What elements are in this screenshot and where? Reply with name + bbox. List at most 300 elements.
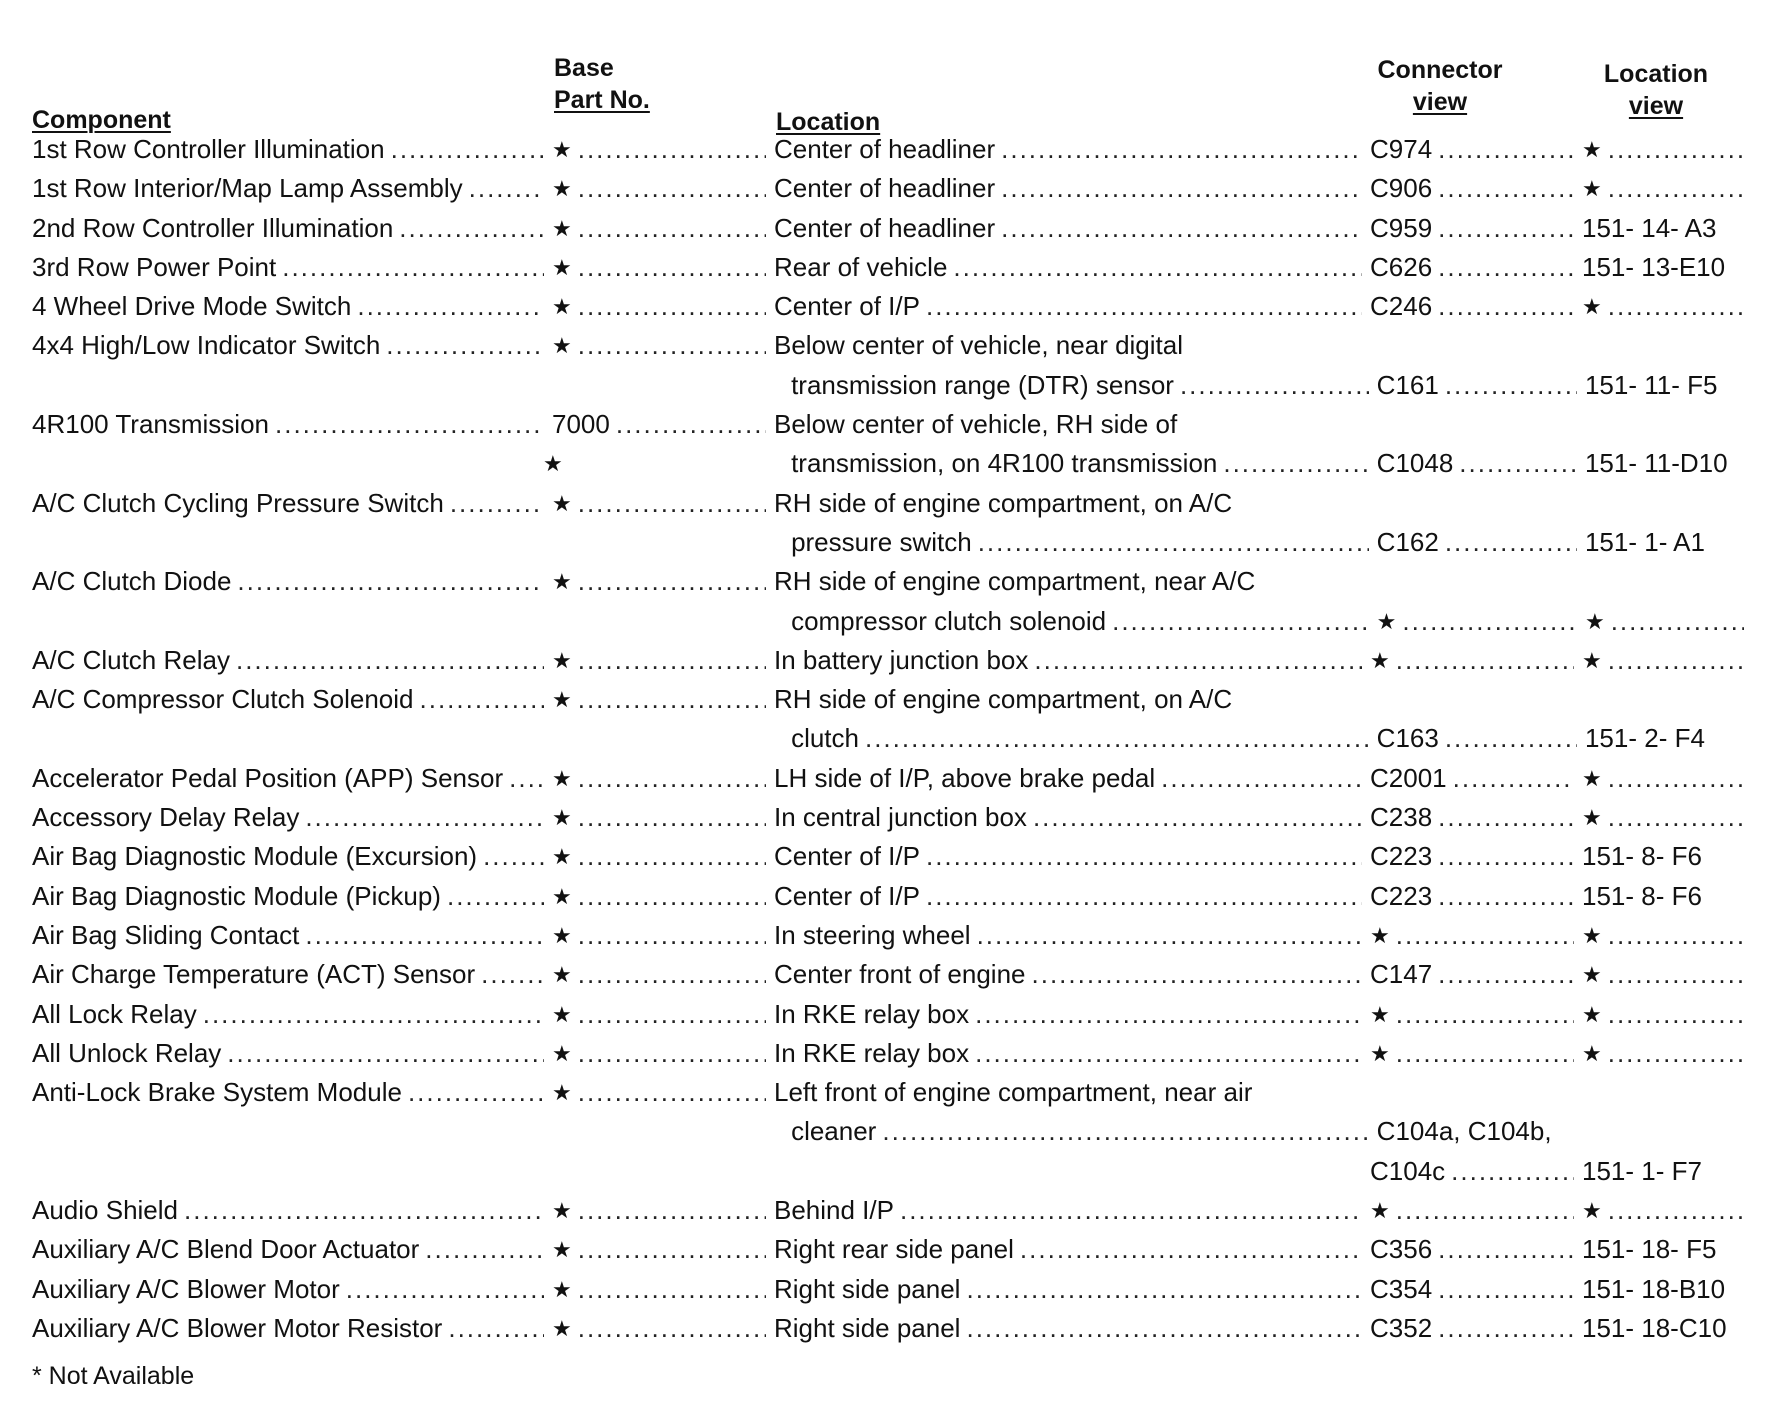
base-part-number: ★ <box>552 922 572 948</box>
connector-view: C352 <box>1370 1312 1433 1343</box>
location-description: Center of I/P <box>774 841 920 872</box>
base-part-number: ★ <box>552 647 572 673</box>
base-part-number-cell <box>552 877 774 916</box>
base-part-number-cell <box>552 130 774 169</box>
dot-leader <box>1396 641 1574 680</box>
dot-leader <box>578 1230 766 1269</box>
base-part-number: ★ <box>552 1080 572 1106</box>
connector-view-cell <box>1370 169 1582 208</box>
table-row <box>32 209 1752 248</box>
dot-leader <box>1438 955 1574 994</box>
connector-view-cell <box>1370 916 1582 955</box>
location-view: ★ <box>1582 765 1602 791</box>
dot-leader <box>1001 130 1362 169</box>
location-description: Right side panel <box>774 1312 961 1343</box>
dot-leader <box>1438 130 1574 169</box>
dot-leader <box>1161 759 1362 798</box>
base-part-number-cell <box>543 602 761 641</box>
location-view-cell <box>1582 1270 1752 1309</box>
base-part-number: ★ <box>552 333 572 359</box>
location-description-cell <box>774 326 1370 365</box>
dot-leader <box>1396 1034 1574 1073</box>
component-name: Air Bag Diagnostic Module (Pickup) <box>32 880 441 911</box>
dot-leader <box>578 995 766 1034</box>
dot-leader <box>1608 995 1744 1034</box>
location-description-cell <box>774 1034 1370 1073</box>
dot-leader <box>481 955 544 994</box>
base-part-number: ★ <box>552 254 572 280</box>
component-name-cell <box>32 1309 552 1348</box>
location-description-cell <box>774 169 1370 208</box>
dot-leader <box>578 916 766 955</box>
location-view: ★ <box>1584 608 1605 634</box>
location-description: RH side of engine compartment, on A/C <box>774 684 1233 715</box>
component-name: All Unlock Relay <box>32 1037 222 1068</box>
table-row <box>32 248 1752 287</box>
base-part-number-cell <box>552 209 774 248</box>
location-description-cell <box>774 405 1370 444</box>
component-name-cell <box>32 995 552 1034</box>
dot-leader <box>578 1034 766 1073</box>
dot-leader <box>1438 1270 1574 1309</box>
dot-leader <box>305 798 544 837</box>
base-part-number-cell <box>543 719 761 758</box>
component-name-cell <box>32 1191 552 1230</box>
dot-leader <box>1608 798 1744 837</box>
base-part-number: ★ <box>552 1040 572 1066</box>
component-name: A/C Clutch Cycling Pressure Switch <box>32 487 444 518</box>
location-description-cell <box>774 1309 1370 1348</box>
location-view-cell <box>1582 877 1752 916</box>
location-description: Center of headliner <box>774 134 996 164</box>
location-view-cell <box>1585 523 1752 562</box>
component-name-cell <box>32 759 552 798</box>
location-view-cell <box>1582 1034 1752 1073</box>
connector-view-cell <box>1370 680 1582 719</box>
connector-view-cell <box>1370 287 1582 326</box>
header-connector-view <box>1360 54 1520 118</box>
connector-view-cell <box>1377 719 1585 758</box>
table-row <box>32 916 1752 955</box>
location-description-cell <box>774 209 1370 248</box>
connector-view: C162 <box>1376 526 1439 557</box>
location-description: In RKE relay box <box>774 998 970 1029</box>
location-description-cell <box>774 877 1370 916</box>
base-part-number-cell <box>552 1152 774 1191</box>
location-description-cell <box>774 248 1370 287</box>
connector-view-cell <box>1370 248 1582 287</box>
dot-leader <box>966 1309 1362 1348</box>
location-description-cell <box>761 366 1377 405</box>
location-description: RH side of engine compartment, on A/C <box>774 487 1233 518</box>
dot-leader <box>578 837 766 876</box>
component-name-cell <box>32 523 543 562</box>
dot-leader <box>1438 1309 1574 1348</box>
location-view: 151- 11- F5 <box>1584 369 1718 400</box>
location-description-cell <box>774 995 1370 1034</box>
component-name-cell <box>32 602 543 641</box>
location-view-cell <box>1582 209 1752 248</box>
dot-leader <box>1608 169 1744 208</box>
component-name: Anti-Lock Brake System Module <box>32 1077 402 1108</box>
table-row <box>32 484 1752 523</box>
base-part-number-cell <box>552 641 774 680</box>
location-description: Behind I/P <box>774 1195 894 1226</box>
location-view: ★ <box>1582 137 1602 162</box>
header-base-part-line1: Base <box>554 54 614 82</box>
location-description: pressure switch <box>791 526 972 557</box>
connector-view-cell <box>1377 602 1585 641</box>
component-name: 4x4 High/Low Indicator Switch <box>32 330 381 361</box>
base-part-number-cell <box>552 287 774 326</box>
dot-leader <box>282 248 544 287</box>
dot-leader <box>1396 1191 1574 1230</box>
dot-leader <box>509 759 544 798</box>
table-row <box>32 719 1752 758</box>
base-part-number-cell <box>552 955 774 994</box>
dot-leader <box>1438 209 1574 248</box>
table-row <box>32 1270 1752 1309</box>
connector-view-cell <box>1370 1034 1582 1073</box>
dot-leader <box>469 169 544 208</box>
dot-leader <box>408 1073 544 1112</box>
location-description-cell <box>774 287 1370 326</box>
location-description: Right side panel <box>774 1273 961 1304</box>
component-name: 1st Row Controller Illumination <box>32 134 385 164</box>
table-row <box>32 837 1752 876</box>
location-description: RH side of engine compartment, near A/C <box>774 566 1256 597</box>
dot-leader <box>1445 366 1577 405</box>
location-description: Center of headliner <box>774 212 996 243</box>
base-part-number-cell <box>552 1073 774 1112</box>
location-view: ★ <box>1582 962 1602 988</box>
component-name: 1st Row Interior/Map Lamp Assembly <box>32 173 463 204</box>
header-base-part <box>554 52 650 116</box>
location-view-cell <box>1582 1230 1752 1269</box>
base-part-number: ★ <box>552 294 572 320</box>
base-part-number: ★ <box>552 687 572 713</box>
location-view-cell <box>1582 995 1752 1034</box>
location-description-cell <box>774 759 1370 798</box>
connector-view-cell <box>1370 1152 1582 1191</box>
base-part-number: ★ <box>552 1001 572 1027</box>
connector-view-cell <box>1370 837 1582 876</box>
dot-leader <box>865 719 1369 758</box>
connector-view: C906 <box>1370 173 1433 204</box>
table-row <box>32 444 1752 483</box>
component-name-cell <box>32 248 552 287</box>
location-description-cell <box>774 1270 1370 1309</box>
base-part-number-cell <box>552 916 774 955</box>
dot-leader <box>1032 955 1363 994</box>
connector-view-cell <box>1370 1073 1582 1112</box>
location-description-cell <box>774 562 1370 601</box>
dot-leader <box>483 837 544 876</box>
dot-leader <box>578 248 766 287</box>
connector-view-cell <box>1377 444 1585 483</box>
header-connector-line1: Connector <box>1377 56 1503 84</box>
base-part-number: ★ <box>542 451 563 477</box>
connector-view: C223 <box>1370 841 1433 872</box>
dot-leader <box>578 798 766 837</box>
dot-leader <box>1020 1230 1362 1269</box>
table-row <box>32 169 1752 208</box>
dot-leader <box>1438 287 1574 326</box>
dot-leader <box>1396 916 1574 955</box>
base-part-number: ★ <box>552 962 572 988</box>
dot-leader <box>1001 209 1362 248</box>
connector-view: C104a, C104b, <box>1376 1116 1552 1147</box>
dot-leader <box>1608 759 1744 798</box>
table-row <box>32 130 1752 169</box>
dot-leader <box>578 209 766 248</box>
location-view: 151- 8- F6 <box>1582 841 1702 872</box>
location-description-cell <box>774 798 1370 837</box>
dot-leader <box>1608 955 1744 994</box>
dot-leader <box>450 484 544 523</box>
table-row <box>32 1152 1752 1191</box>
dot-leader <box>882 1112 1368 1151</box>
dot-leader <box>926 877 1362 916</box>
location-description: Center front of engine <box>774 959 1026 990</box>
dot-leader <box>975 995 1362 1034</box>
dot-leader <box>1396 995 1574 1034</box>
base-part-number-cell <box>552 484 774 523</box>
table-row <box>32 1034 1752 1073</box>
location-view-cell <box>1582 248 1752 287</box>
location-view: ★ <box>1582 805 1602 831</box>
base-part-number: ★ <box>552 215 572 241</box>
location-description-cell <box>761 1112 1377 1151</box>
base-part-number: ★ <box>552 805 572 831</box>
location-view-cell <box>1582 405 1752 444</box>
location-view: ★ <box>1582 1198 1602 1224</box>
location-view: 151- 18- F5 <box>1582 1234 1717 1265</box>
location-description: Rear of vehicle <box>774 251 948 282</box>
base-part-number: ★ <box>552 1315 572 1341</box>
component-name-cell <box>32 209 552 248</box>
component-name: Audio Shield <box>32 1195 178 1226</box>
dot-leader <box>578 955 766 994</box>
location-description-cell <box>774 1152 1370 1191</box>
location-view: 151- 18-C10 <box>1582 1312 1727 1343</box>
header-location-view-line1: Location <box>1603 60 1709 88</box>
footnote: * Not Available <box>32 1362 195 1390</box>
location-description: transmission range (DTR) sensor <box>791 369 1174 400</box>
location-view-cell <box>1582 955 1752 994</box>
dot-leader <box>1438 877 1574 916</box>
component-name: Air Charge Temperature (ACT) Sensor <box>32 959 476 990</box>
base-part-number-cell <box>552 759 774 798</box>
location-view-cell <box>1582 916 1752 955</box>
component-name-cell <box>32 1270 552 1309</box>
location-view-cell <box>1582 837 1752 876</box>
dot-leader <box>391 130 544 169</box>
dot-leader <box>1611 602 1744 641</box>
component-name-cell <box>32 287 552 326</box>
table-row <box>32 1191 1752 1230</box>
connector-view: C161 <box>1376 369 1439 400</box>
connector-view-cell <box>1370 798 1582 837</box>
connector-view: ★ <box>1370 647 1390 673</box>
base-part-number: ★ <box>552 883 572 909</box>
dot-leader <box>578 562 766 601</box>
location-description: Below center of vehicle, near digital <box>774 330 1184 361</box>
table-row <box>32 798 1752 837</box>
component-name-cell <box>32 641 552 680</box>
location-view: 151- 18-B10 <box>1582 1273 1726 1304</box>
dot-leader <box>977 916 1362 955</box>
component-name-cell <box>32 1152 552 1191</box>
location-view: 151- 1- A1 <box>1584 526 1705 557</box>
connector-view: C354 <box>1370 1273 1433 1304</box>
connector-view-cell <box>1370 562 1582 601</box>
table-row <box>32 641 1752 680</box>
connector-view: ★ <box>1370 1040 1390 1066</box>
location-view-cell <box>1582 130 1752 169</box>
dot-leader <box>578 130 766 169</box>
component-name-cell <box>32 366 543 405</box>
dot-leader <box>346 1270 544 1309</box>
header-connector-line2: view <box>1412 88 1468 116</box>
location-view-cell <box>1582 287 1752 326</box>
dot-leader <box>578 1191 766 1230</box>
table-row <box>32 759 1752 798</box>
dot-leader <box>966 1270 1362 1309</box>
base-part-number-cell <box>543 1112 761 1151</box>
location-description: Below center of vehicle, RH side of <box>774 409 1178 440</box>
location-view-cell <box>1585 366 1752 405</box>
dot-leader <box>578 641 766 680</box>
location-view: 151- 1- F7 <box>1582 1155 1702 1186</box>
base-part-number-cell <box>552 680 774 719</box>
connector-view: C238 <box>1370 802 1433 833</box>
location-description: compressor clutch solenoid <box>791 605 1107 636</box>
dot-leader <box>1459 444 1577 483</box>
header-location-view-line2: view <box>1628 92 1684 120</box>
component-name-cell <box>32 444 543 483</box>
component-name: Auxiliary A/C Blower Motor <box>32 1273 340 1304</box>
base-part-number-cell <box>543 366 761 405</box>
table-row <box>32 1112 1752 1151</box>
connector-view-cell <box>1370 484 1582 523</box>
header-component-label: Component <box>32 106 171 134</box>
dot-leader <box>1223 444 1368 483</box>
dot-leader <box>978 523 1369 562</box>
base-part-number: ★ <box>552 569 572 595</box>
component-name: 2nd Row Controller Illumination <box>32 212 394 243</box>
connector-view: ★ <box>1370 922 1390 948</box>
component-name: A/C Compressor Clutch Solenoid <box>32 684 414 715</box>
connector-view: C223 <box>1370 880 1433 911</box>
dot-leader <box>1608 1191 1744 1230</box>
base-part-number-cell <box>552 248 774 287</box>
location-view: 151- 13-E10 <box>1582 251 1726 282</box>
table-row <box>32 877 1752 916</box>
component-name: Auxiliary A/C Blower Motor Resistor <box>32 1312 443 1343</box>
dot-leader <box>386 326 544 365</box>
base-part-number-cell <box>552 169 774 208</box>
location-view-cell <box>1582 798 1752 837</box>
header-location <box>776 74 880 138</box>
connector-view: ★ <box>1370 1001 1390 1027</box>
location-description-cell <box>761 602 1377 641</box>
location-view-cell <box>1582 680 1752 719</box>
connector-view: C246 <box>1370 291 1433 322</box>
location-view-cell <box>1582 562 1752 601</box>
component-name-cell <box>32 837 552 876</box>
connector-view: ★ <box>1370 1198 1390 1224</box>
dot-leader <box>357 287 544 326</box>
connector-view-cell <box>1370 995 1582 1034</box>
location-description-cell <box>774 1191 1370 1230</box>
connector-view: C2001 <box>1370 762 1447 793</box>
base-part-number-cell <box>552 1034 774 1073</box>
dot-leader <box>1608 1034 1744 1073</box>
dot-leader <box>1438 248 1574 287</box>
location-description: transmission, on 4R100 transmission <box>791 448 1218 479</box>
dot-leader <box>578 169 766 208</box>
component-name-cell <box>32 405 552 444</box>
dot-leader <box>578 1309 766 1348</box>
dot-leader <box>616 405 766 444</box>
dot-leader <box>578 877 766 916</box>
component-name-cell <box>32 1073 552 1112</box>
connector-view-cell <box>1377 366 1585 405</box>
component-name: Accessory Delay Relay <box>32 802 300 833</box>
connector-view-cell <box>1370 641 1582 680</box>
location-description-cell <box>774 641 1370 680</box>
dot-leader <box>1608 641 1744 680</box>
connector-view: C104c <box>1370 1155 1446 1186</box>
component-name: Air Bag Diagnostic Module (Excursion) <box>32 841 478 872</box>
dot-leader <box>1112 602 1369 641</box>
component-name-cell <box>32 1034 552 1073</box>
connector-view-cell <box>1370 405 1582 444</box>
base-part-number-cell <box>543 523 761 562</box>
connector-view-cell <box>1370 955 1582 994</box>
connector-view-cell <box>1370 877 1582 916</box>
component-name-cell <box>32 1112 543 1151</box>
dot-leader <box>1608 287 1744 326</box>
component-name-cell <box>32 484 552 523</box>
location-view: ★ <box>1582 647 1602 673</box>
location-description: Center of I/P <box>774 291 920 322</box>
base-part-number-cell <box>552 326 774 365</box>
component-name: 4R100 Transmission <box>32 409 269 440</box>
connector-view: ★ <box>1376 608 1397 634</box>
base-part-number-cell <box>552 1191 774 1230</box>
location-view: 151- 2- F4 <box>1584 723 1705 754</box>
header-base-part-line2: Part No. <box>554 86 650 114</box>
location-view: 151- 14- A3 <box>1582 212 1717 243</box>
dot-leader <box>1402 602 1577 641</box>
base-part-number: ★ <box>552 844 572 870</box>
component-name: 4 Wheel Drive Mode Switch <box>32 291 352 322</box>
connector-view: C974 <box>1370 134 1433 164</box>
component-name-cell <box>32 562 552 601</box>
location-description-cell <box>774 1230 1370 1269</box>
location-description-cell <box>774 916 1370 955</box>
base-part-number: ★ <box>552 1198 572 1224</box>
connector-view-cell <box>1377 1112 1585 1151</box>
dot-leader <box>578 326 766 365</box>
base-part-number-cell <box>552 1270 774 1309</box>
connector-view: C626 <box>1370 251 1433 282</box>
location-view-cell <box>1585 1112 1752 1151</box>
dot-leader <box>926 837 1362 876</box>
location-view: 151- 8- F6 <box>1582 880 1702 911</box>
